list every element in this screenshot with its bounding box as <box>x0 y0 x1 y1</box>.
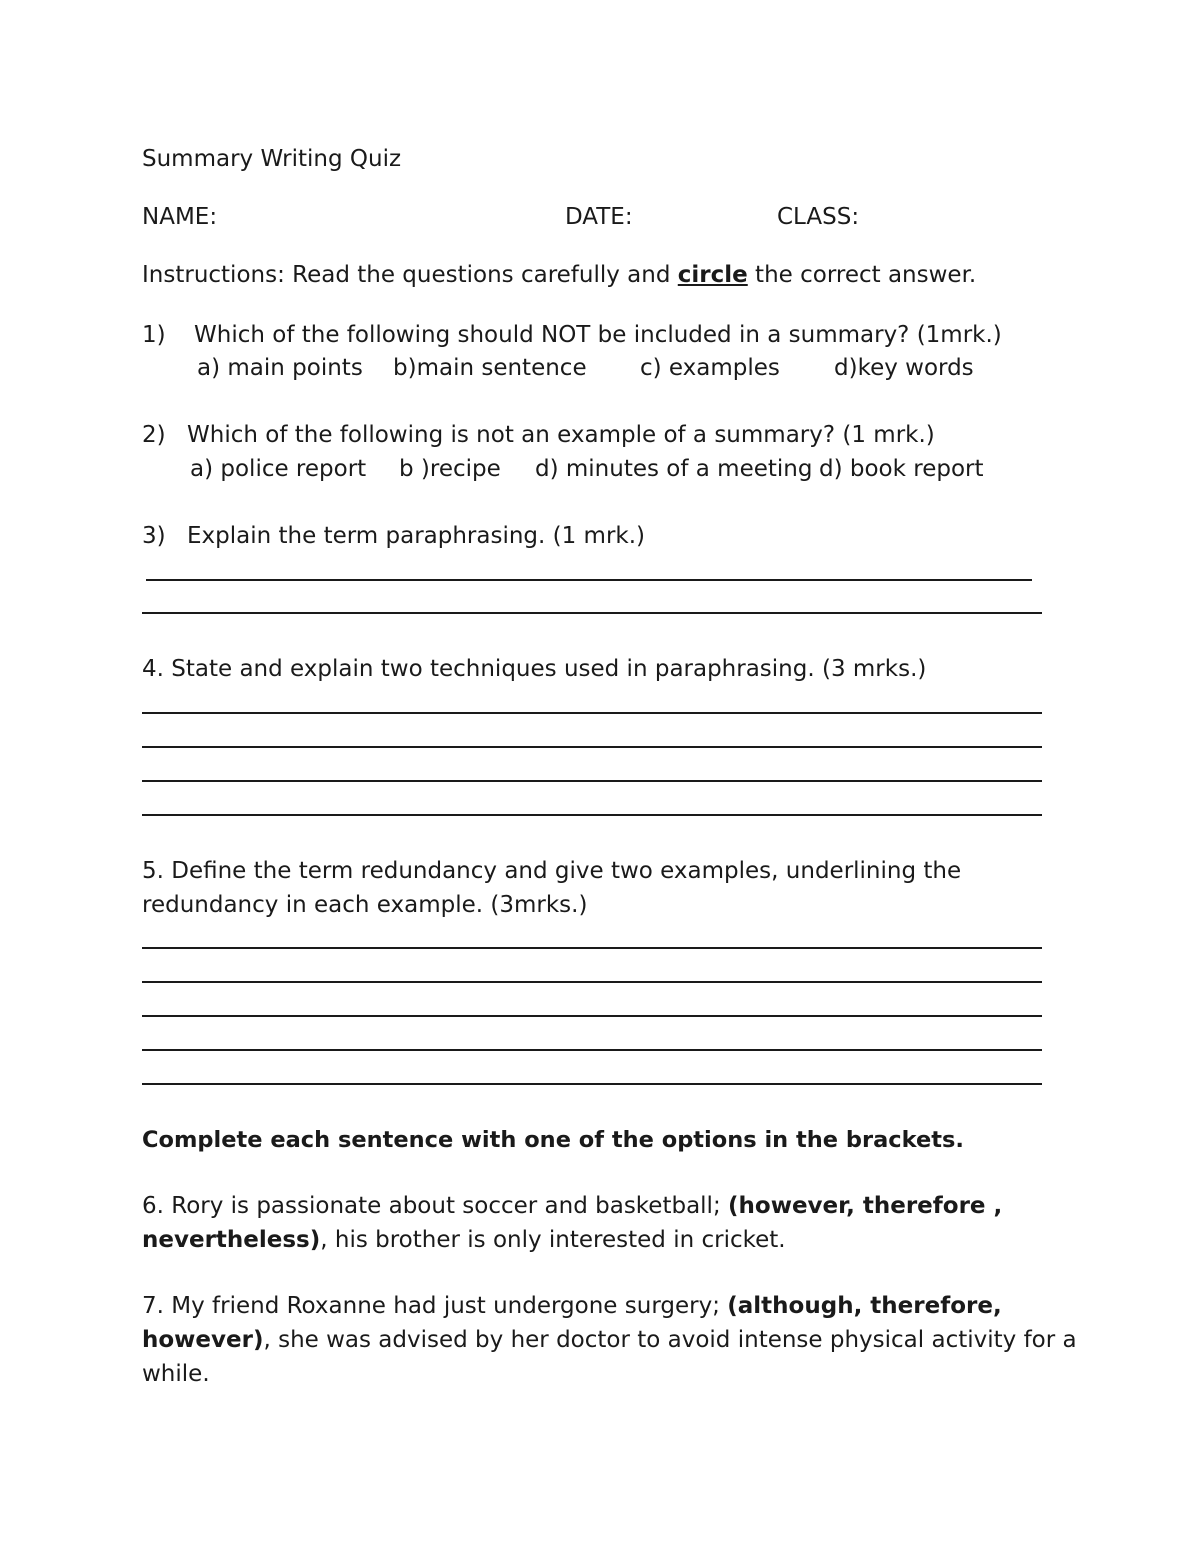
q2-text: Which of the following is not an example of a summary? (1 mrk.) <box>187 422 935 448</box>
q5-text-line1: 5. Define the term redundancy and give two examples, underlining the <box>142 858 962 884</box>
q7-line2 <box>142 1327 1077 1353</box>
q5-answer-line[interactable] <box>142 947 1042 949</box>
q3-answer-line[interactable] <box>146 579 1032 581</box>
instructions <box>142 262 976 288</box>
q7-options-cont: however) <box>142 1327 264 1353</box>
date-label: DATE: <box>565 204 633 230</box>
q6-text-end: , his brother is only interested in cricket. <box>320 1227 786 1253</box>
q1-option-a[interactable]: a) main points <box>197 355 363 381</box>
q7-text-end: , she was advised by her doctor to avoid intense physical activity for a <box>263 1327 1077 1353</box>
quiz-title: Summary Writing Quiz <box>142 146 402 172</box>
q7-options: (although, therefore, <box>727 1293 1002 1319</box>
q6-line1 <box>142 1193 1002 1219</box>
q1-number: 1) <box>142 322 166 348</box>
q1-option-b[interactable]: b)main sentence <box>393 355 587 381</box>
q4-answer-line[interactable] <box>142 746 1042 748</box>
q4-answer-line[interactable] <box>142 712 1042 714</box>
q7-text: 7. My friend Roxanne had just undergone surgery; <box>142 1293 728 1319</box>
q3-number: 3) <box>142 523 166 549</box>
q5-answer-line[interactable] <box>142 981 1042 983</box>
name-label: NAME: <box>142 204 218 230</box>
q4-text: 4. State and explain two techniques used in paraphrasing. (3 mrks.) <box>142 656 927 682</box>
q2-option-b[interactable]: b )recipe <box>399 456 501 482</box>
q4-answer-line[interactable] <box>142 814 1042 816</box>
instructions-text-end: the correct answer. <box>747 262 977 288</box>
q1-option-d[interactable]: d)key words <box>834 355 974 381</box>
q3-answer-line[interactable] <box>142 612 1042 614</box>
q1-option-c[interactable]: c) examples <box>640 355 780 381</box>
q2-option-c[interactable]: d) minutes of a meeting <box>535 456 813 482</box>
q4-answer-line[interactable] <box>142 780 1042 782</box>
q5-text-line2: redundancy in each example. (3mrks.) <box>142 892 588 918</box>
q2-option-a[interactable]: a) police report <box>190 456 367 482</box>
q5-answer-line[interactable] <box>142 1049 1042 1051</box>
section-heading: Complete each sentence with one of the options in the brackets. <box>142 1127 964 1153</box>
q6-options: (however, therefore , <box>728 1193 1003 1219</box>
q3-text: Explain the term paraphrasing. (1 mrk.) <box>187 523 646 549</box>
q7-line1 <box>142 1293 1002 1319</box>
q2-option-d[interactable]: d) book report <box>819 456 984 482</box>
q6-options-cont: nevertheless) <box>142 1227 321 1253</box>
class-label: CLASS: <box>777 204 860 230</box>
q5-answer-line[interactable] <box>142 1083 1042 1085</box>
q2-number: 2) <box>142 422 166 448</box>
q7-line3: while. <box>142 1361 210 1387</box>
q1-text: Which of the following should NOT be included in a summary? (1mrk.) <box>194 322 1002 348</box>
q6-line2 <box>142 1227 786 1253</box>
instructions-text: Instructions: Read the questions carefully and <box>142 262 678 288</box>
q6-text: 6. Rory is passionate about soccer and basketball; <box>142 1193 729 1219</box>
instructions-keyword: circle <box>677 262 748 288</box>
q5-answer-line[interactable] <box>142 1015 1042 1017</box>
